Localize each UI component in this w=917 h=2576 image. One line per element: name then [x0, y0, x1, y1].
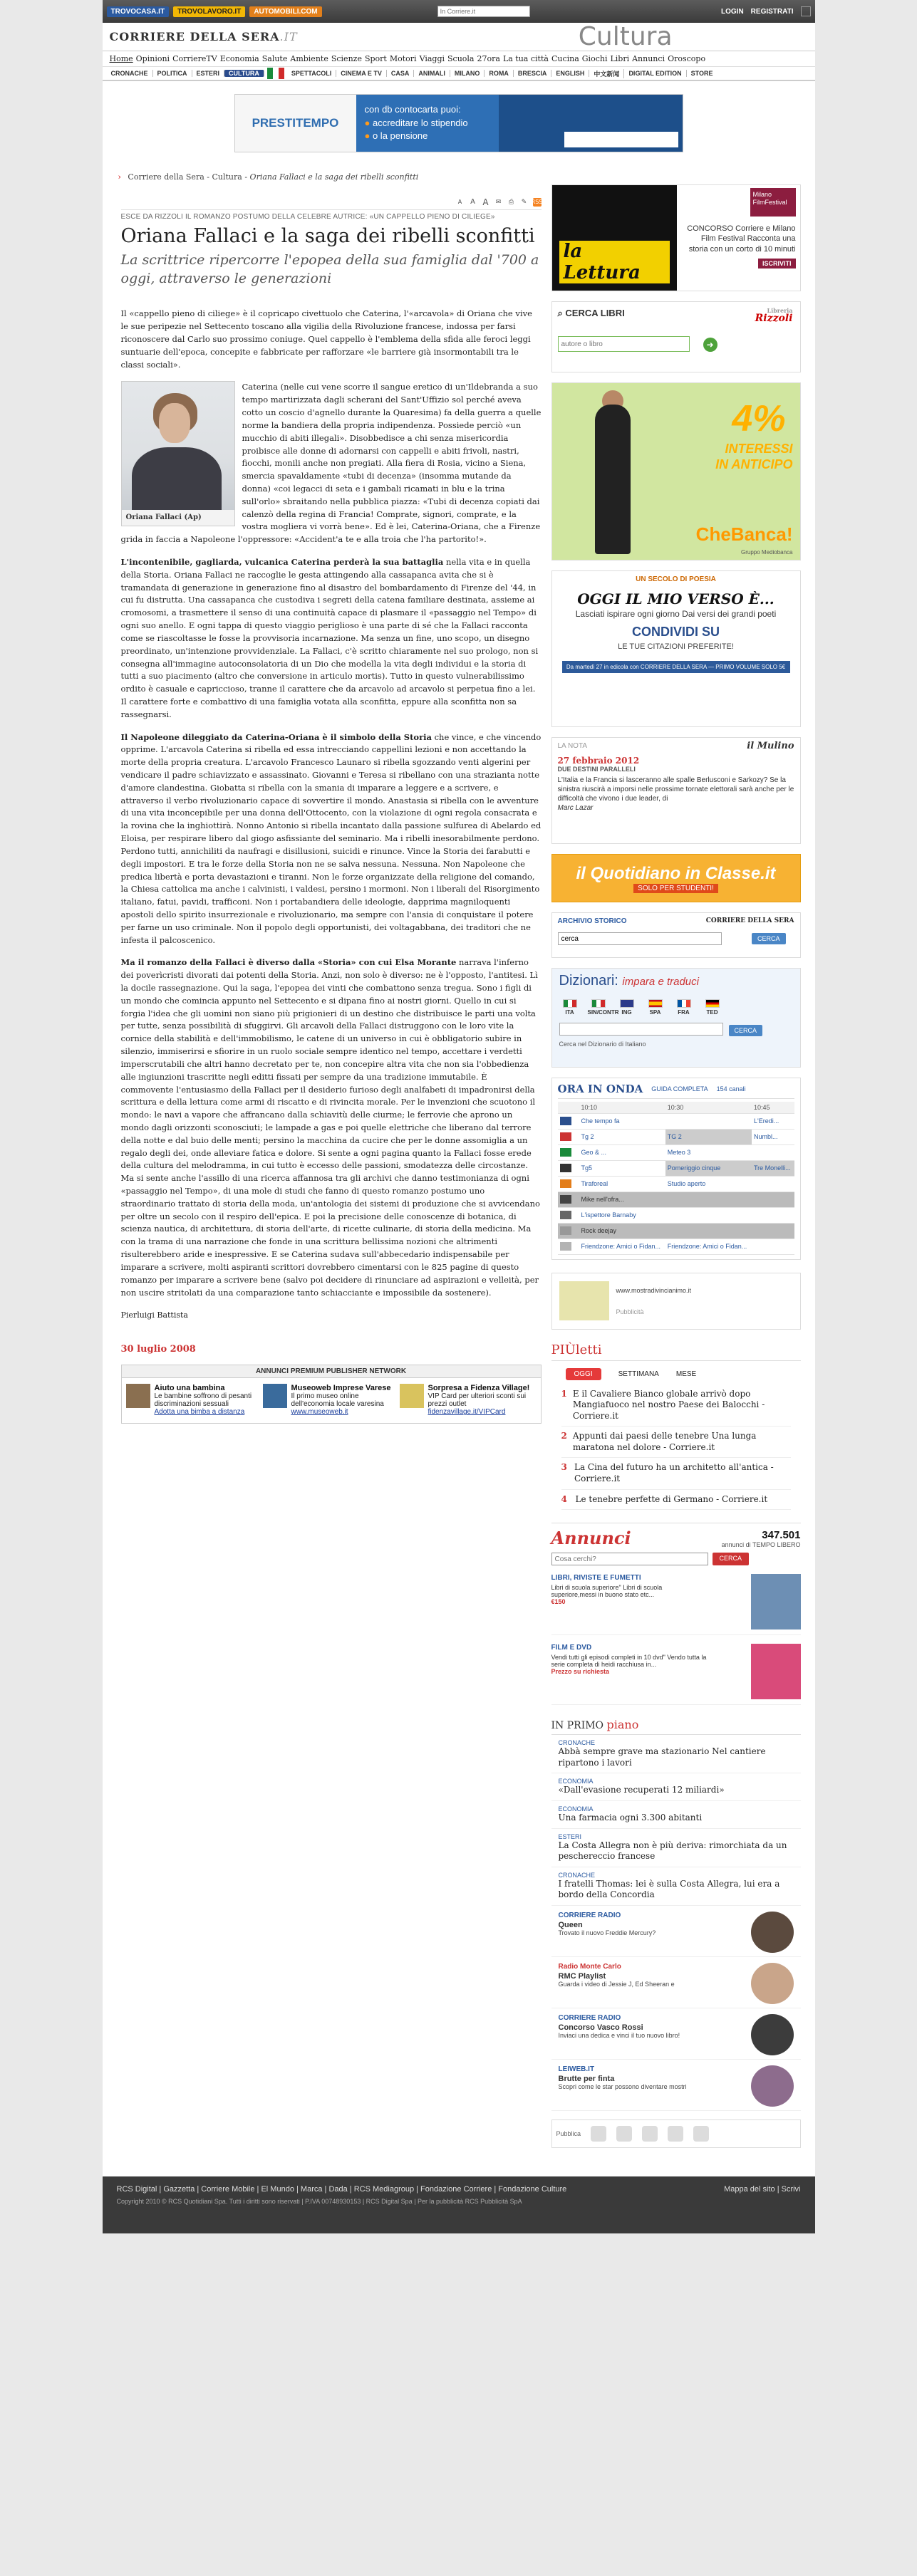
lang-option[interactable]: SIN/CONTR: [588, 999, 609, 1016]
la-nota-box: [551, 737, 801, 844]
page: [103, 0, 815, 2233]
canale5-logo-icon: [560, 1164, 571, 1172]
nav-item[interactable]: Oroscopo: [668, 54, 706, 63]
table-row[interactable]: Rock deejay: [558, 1223, 794, 1239]
tab-oggi[interactable]: OGGI: [566, 1368, 601, 1380]
la-lettura-logo: la Lettura: [559, 241, 670, 283]
premium-ads-box: [121, 1365, 542, 1424]
most-read-box: [551, 1342, 801, 1511]
article-subtitle: La scrittrice ripercorre l'epopea della sua famiglia dal '700 a oggi, attraverso le generazioni: [120, 252, 539, 286]
dictionary-search-input[interactable]: [559, 1023, 723, 1036]
ad-figure: [595, 405, 631, 554]
rete4-logo-icon: [560, 1195, 571, 1204]
article-title: Oriana Fallaci e la saga dei ribelli sconfitti: [120, 225, 535, 247]
book-search-input[interactable]: [558, 336, 690, 352]
login-link[interactable]: LOGIN: [721, 7, 744, 16]
archivio-search-input[interactable]: [558, 932, 722, 945]
ppn-ad[interactable]: Sorpresa a Fidenza Village! VIP Card per ulteriori sconti sui prezzi outlet fidenzavillage.it/VIPCard: [400, 1384, 537, 1416]
nav-section[interactable]: DIGITAL EDITION: [624, 70, 686, 77]
annunci-box: [551, 1523, 801, 1705]
italia1-logo-icon: [560, 1179, 571, 1188]
trovocasa-link[interactable]: TROVOCASA.IT: [107, 6, 170, 17]
chebanca-logo: CheBanca!: [695, 523, 793, 545]
photo-caption: Oriana Fallaci (Ap): [125, 513, 202, 522]
cerca-libri-box: [551, 301, 801, 372]
archivio-title: ARCHIVIO STORICO: [557, 917, 627, 925]
rai2-logo-icon: [560, 1132, 571, 1141]
promo-item[interactable]: Radio Monte Carlo RMC Playlist Guarda i video di Jessie J, Ed Sheeran e: [551, 1957, 801, 2008]
news-item[interactable]: ECONOMIA «Dall'evasione recuperati 12 miliardi»: [551, 1773, 801, 1801]
annunci-logo[interactable]: Annunci: [551, 1528, 631, 1549]
nav-section[interactable]: ENGLISH: [551, 70, 589, 77]
search-icon: ⌕: [557, 308, 566, 318]
text-large-icon[interactable]: A: [482, 197, 489, 207]
nota-text: L'Italia e la Francia si lasceranno alle spalle Berlusconi e Sarkozy? Se la sinistra riuscirà a imporsi nelle prossime tornate elettorali sarà anche per le difficoltà che vivono i due leader, di: [557, 776, 794, 803]
news-item[interactable]: ESTERI La Costa Allegra non è più deriva: rimorchiata da un peschereccio francese: [551, 1829, 801, 1867]
sidebar: [551, 186, 801, 2148]
ppn-ad[interactable]: Aiuto una bambina Le bambine soffrono di pesanti discriminazioni sessuali Adotta una bimba a distanza: [126, 1384, 263, 1416]
poesia-subtitle: Lasciati ispirare ogni giorno Dai versi dei grandi poeti: [575, 609, 777, 619]
site-logo[interactable]: CORRIERE DELLA SERA.IT: [109, 30, 298, 43]
ppn-header: ANNUNCI PREMIUM PUBLISHER NETWORK: [122, 1365, 541, 1378]
nav-item[interactable]: Motori: [389, 54, 417, 63]
automobili-link[interactable]: AUTOMOBILI.COM: [249, 6, 321, 17]
print-icon[interactable]: ⎙: [508, 198, 514, 206]
prestitempo-banner[interactable]: [234, 94, 683, 152]
nav-section[interactable]: CRONACHE: [107, 70, 153, 77]
archivio-brand: CORRIERE DELLA SERA: [705, 917, 794, 924]
mostra-url: www.mostradivincianimo.it: [616, 1286, 692, 1294]
nav-section[interactable]: MILANO: [450, 70, 485, 77]
promo-item[interactable]: CORRIERE RADIO Queen Trovato il nuovo Freddie Mercury?: [551, 1906, 801, 1957]
book-search-button[interactable]: ➜: [703, 338, 717, 352]
poesia-cta: LE TUE CITAZIONI PREFERITE!: [618, 642, 734, 652]
annuncio-item[interactable]: LIBRI, RIVISTE E FUMETTI Libri di scuola superiore" Libri di scuola superiore,messi in buono stato etc... €150: [551, 1574, 801, 1635]
nav-item[interactable]: Salute: [261, 54, 288, 63]
ad-thumbnail: [400, 1384, 424, 1408]
nav-item[interactable]: Ambiente: [290, 54, 328, 63]
nav-section[interactable]: POLITICA: [153, 70, 192, 77]
article-date: 30 luglio 2008: [120, 1344, 196, 1355]
qclasse-title: il Quotidiano in Classe.it: [576, 863, 776, 883]
paragraph: Caterina (nelle cui vene scorre il sangue eretico di un'Ildebranda a suo tempo martirizzata dagli scherani del Sant'Uffizio sol perché aveva cotto un coscio d'agnello durante la Quaresima) fa della guerra a quelle norme la bandiera della propria indipendenza. Possiede perciò «un mucchio di abiti illegali». Disobbedisce a chi senza misericordia proibisce alle donne di adornarsi con cappelli e abiti frivoli, nastri, fiocchi, monili anche non pregiati. Alla fiera di Rosia, vicino a Siena, smercia spavaldamente «tubi di decenza» (insomma mutande da donna) «coi legacci di seta e i gambali ricamati in blu e la trina sull'orlo» sbraitando nella pubblica piazza: «Tubi di decenza copiati dai calenzò della regina di Francia! Comprate, signori, comprate, e la vostra mogliera vi vorrà bene». Ed è lei, Caterina-Oriana, che a Firenze grida in faccia a Napoleone l'oppressore: «Accident'a te e alla troia che l'ha partorito!».: [120, 382, 542, 545]
annuncio-thumbnail: [751, 1574, 801, 1629]
nav-item[interactable]: Scienze: [331, 54, 362, 63]
share-bar: [551, 2119, 801, 2148]
poesia-share: CONDIVIDI SU: [631, 625, 720, 640]
comment-icon[interactable]: ✎: [521, 198, 527, 206]
dizionari-title: Dizionari: impara e traduci: [559, 973, 699, 989]
secondary-nav: [103, 67, 815, 81]
lang-option[interactable]: SPA: [645, 999, 666, 1016]
lang-option[interactable]: TED: [702, 999, 723, 1016]
nav-item[interactable]: Viaggi: [419, 54, 445, 63]
in-primo-piano-box: [551, 1718, 801, 1906]
share-icon[interactable]: [591, 2126, 606, 2142]
paragraph: Il «cappello pieno di ciliege» è il copricapo civettuolo che Caterina, l'«arcavola» di Oriana che vive le sue peripezie nel Settecento toscano alla vigilia della Rivoluzione francese, indossa per farsi riconoscere dal Carlo suo prossimo coniuge. Quel cappello è l'emblema della sfida alle feroci leggi suntuarie dell'epoca, concepite e fabbricate per rafforzare «le barriere già insormontabili tra le classi sociali».: [120, 308, 532, 370]
dizionari-box: [551, 968, 801, 1068]
list-item[interactable]: 2 Appunti dai paesi delle tenebre Una lunga maratona nel dolore - Corriere.it: [561, 1427, 791, 1458]
tv-guide-logo: ORA IN ONDA: [557, 1083, 643, 1095]
footer-copyright: Copyright 2010 © RCS Quotidiani Spa. Tutti i diritti sono riservati | P.IVA 00748930153 | RCS Digital Spa | Per la pubblicità RCS Pubblicità SpA: [116, 2198, 522, 2205]
list-item[interactable]: 1 E il Cavaliere Bianco globale arrivò dopo Mangiafuoco nel nostro Paese dei Balocchi - Corriere.it: [561, 1385, 791, 1427]
masthead: [103, 23, 815, 51]
nav-item[interactable]: Economia: [219, 54, 259, 63]
nota-date: 27 febbraio 2012: [557, 756, 640, 766]
nav-section[interactable]: ROMA: [485, 70, 514, 77]
promo-list: [551, 1906, 801, 2111]
promo-thumbnail: [751, 1963, 794, 2004]
most-read-title: PIÙletti: [551, 1342, 801, 1361]
table-row[interactable]: Che tempo fa L'Eredi...: [558, 1113, 794, 1129]
tv-guide-table: 10:10 10:30 10:45 Che tempo fa L'Eredi... Tg 2 TG 2 Numbl... Geo & ... Meteo 3 Tg5 Pomeriggio cinque Tre Monelli... Tiraforeal Studio aperto Mike nell'ofra... L'ispettore Barnaby Rock deejay Friendzone: Amici o Fidan... Friendzone: Amici o Fidan...: [558, 1102, 794, 1255]
nota-author: Marc Lazar: [557, 804, 594, 812]
list-item[interactable]: 4 Le tenebre perfette di Germano - Corriere.it: [561, 1490, 791, 1511]
menu-icon[interactable]: [801, 6, 811, 16]
nav-section[interactable]: SPETTACOLI: [287, 70, 336, 77]
article-column: [110, 186, 551, 2148]
promo-thumbnail: [751, 1912, 794, 1953]
channel-logo-icon: [560, 1242, 571, 1251]
share-label: Pubblica: [556, 2130, 581, 2137]
primary-nav: [103, 51, 815, 67]
annuncio-thumbnail: [751, 1644, 801, 1699]
top-bar: [103, 0, 815, 23]
la-lettura-ad[interactable]: [551, 184, 801, 291]
rai1-logo-icon: [560, 1117, 571, 1125]
ppn-ad[interactable]: Museoweb Imprese Varese Il primo museo online dell'economia locale varesina www.museoweb.it: [263, 1384, 400, 1416]
nav-item[interactable]: Libri: [610, 54, 630, 63]
nav-item[interactable]: CorriereTV: [172, 54, 217, 63]
poesia-ad[interactable]: [551, 570, 801, 727]
article-tools: [121, 197, 542, 210]
lang-option[interactable]: ITA: [559, 999, 581, 1016]
breadcrumb-section[interactable]: Cultura: [212, 172, 242, 182]
promo-thumbnail: [751, 2065, 794, 2107]
nav-section[interactable]: ANIMALI: [414, 70, 450, 77]
poesia-tag: UN SECOLO DI POESIA: [636, 575, 716, 583]
article-kicker: ESCE DA RIZZOLI IL ROMANZO POSTUMO DELLA CELEBRE AUTRICE: «UN CAPPELLO PIENO DI CILIEGE»: [120, 213, 495, 221]
iscriviti-button[interactable]: ISCRIVITI: [758, 259, 796, 268]
ad-subtext: Gruppo Mediobanca: [741, 549, 793, 556]
nota-kicker[interactable]: DUE DESTINI PARALLELI: [557, 766, 636, 773]
register-link[interactable]: REGISTRATI: [750, 7, 794, 16]
breadcrumb-arrow-icon: ›: [118, 172, 121, 182]
poesia-headline: OGGI IL MIO VERSO È...: [577, 590, 774, 608]
breadcrumb-current: Oriana Fallaci e la saga dei ribelli sconfitti: [249, 172, 419, 182]
archivio-search-button[interactable]: CERCA: [752, 933, 786, 944]
promo-item[interactable]: CORRIERE RADIO Concorso Vasco Rossi Inviaci una dedica e vinci il tuo nuovo libro!: [551, 2008, 801, 2060]
prestitempo-logo: PRESTITEMPO: [252, 116, 339, 130]
article-body: [121, 308, 542, 1321]
quotidiano-in-classe-ad[interactable]: [551, 854, 801, 902]
nav-item[interactable]: Opinioni: [135, 54, 170, 63]
mtv-logo-icon: [560, 1226, 571, 1235]
nota-label: LA NOTA: [557, 742, 587, 750]
paragraph: Il Napoleone dileggiato da Caterina-Oriana è il simbolo della Storia che vince, e che vincendo opprime. L'arcavola Caterina si ribella ed essa intrecciando cappellini lezioni e non accettando la morte della propria creatura. L'arcavolo Francesco Launaro si ribella sgozzando venti algerini per vendicare il padre schiavizzato e assassinato. Giovanni e Teresa si ribellano con una strazianta notte d'amore clandestina. Giobatta si ribella con la smania di imparare a leggere e a scrivere, e attraverso il verbo rivoluzionario capace di sovvertire il mondo. Anastasia si ribella con le avventure di una vita inconcepibile per una donna dell'Ottocento, con la violazione di ogni regola consacrata e la rovina che la inghiottirà. Nonno Antonio si ribella incantato dalla passione sulfurea di Abelardo ed Eloisa, per respirare libero dal giogo asfissiante del seminario. Ma i ribelli inesorabilmente perdono. Perdono tutti, annichiliti da naufragi e disillusioni, suicidi e rinunce. Vince la Storia dei farabutti e degli impostori. E tra le forze della Storia non ne se salva nessuna. Nessuna. Non Napoleone che predica libertà e porta devastazioni e tiranni. Non le forze organizzate della religione del comando, la Chiesa cattolica ma anche i calvinisti, i valdesi, persino i mormoni. Non i liberali del Risorgimento italiano, fatui, pavidi, trafficoni. Non i portabandiera delle ideologie, dapprima magniloquenti apostoli dello spirito insurrezionale e rivoluzionario, ma sempre con l'ansia di conquistare il potere per farne un uso criminale. Non il popolo degli opportunisti, dei voltagabbana, dei traditori che ne infesta il palcoscenico.: [120, 731, 542, 945]
breadcrumb-home[interactable]: Corriere della Sera: [128, 172, 204, 182]
la7-logo-icon: [560, 1211, 571, 1219]
news-item[interactable]: CRONACHE I fratelli Thomas: lei è sulla Costa Allegra, lui era a bordo della Concordia: [551, 1867, 801, 1906]
footer-links[interactable]: RCS Digital | Gazzetta | Corriere Mobile | El Mundo | Marca | Dada | RCS Mediagroup | Fondazione Corriere | Fondazione Culture: [116, 2185, 567, 2194]
promo-thumbnail: [751, 2014, 794, 2055]
nav-item[interactable]: Sport: [364, 54, 387, 63]
nav-section[interactable]: 中文新闻: [589, 69, 624, 78]
chebanca-ad[interactable]: [551, 382, 801, 560]
nav-item[interactable]: Annunci: [632, 54, 665, 63]
lang-option[interactable]: ING: [616, 999, 638, 1016]
share-icon[interactable]: [642, 2126, 658, 2142]
share-icon[interactable]: [616, 2126, 632, 2142]
share-icon[interactable]: [668, 2126, 683, 2142]
nav-item[interactable]: Home: [109, 54, 133, 63]
tv-guide-count: 154 canali: [716, 1085, 746, 1093]
nav-section-active[interactable]: CULTURA: [224, 70, 264, 77]
site-search-input[interactable]: [437, 6, 530, 17]
article-author: Pierluigi Battista: [120, 1310, 188, 1320]
lang-option[interactable]: FRA: [673, 999, 695, 1016]
nav-item[interactable]: Cucina: [551, 54, 579, 63]
ad-thumbnail: [126, 1384, 150, 1408]
email-icon[interactable]: ✉: [495, 198, 502, 206]
tab-mese[interactable]: MESE: [675, 1370, 697, 1378]
mostra-ad[interactable]: [551, 1273, 801, 1330]
cerca-libri-title: ⌕ CERCA LIBRI: [557, 308, 625, 318]
qclasse-sub: SOLO PER STUDENTI!: [633, 884, 718, 893]
rss-icon[interactable]: RSS: [531, 199, 543, 205]
breadcrumb: › Corriere della Sera - Cultura - Oriana Fallaci e la saga dei ribelli sconfitti: [118, 172, 419, 182]
section-title: Cultura: [578, 22, 673, 51]
dizionari-footer: Cerca nel Dizionario di Italiano: [559, 1040, 646, 1048]
annunci-search-input[interactable]: [551, 1553, 708, 1565]
rizzoli-logo: Libreria Rizzoli: [755, 307, 793, 324]
ad-headline: INTERESSI IN ANTICIPO: [715, 442, 793, 471]
nav-item[interactable]: 27ora: [477, 54, 500, 63]
news-item[interactable]: ECONOMIA Una farmacia ogni 3.300 abitanti: [551, 1801, 801, 1829]
ad-percent: 4%: [732, 398, 786, 439]
tv-guide-link[interactable]: GUIDA COMPLETA: [651, 1085, 708, 1093]
list-item[interactable]: 3 La Cina del futuro ha un architetto all'antica - Corriere.it: [561, 1458, 791, 1489]
share-icon[interactable]: [693, 2126, 709, 2142]
footer: [103, 2176, 815, 2233]
tab-settimana[interactable]: SETTIMANA: [618, 1370, 659, 1378]
news-item[interactable]: CRONACHE Abbà sempre grave ma stazionario Nel cantiere ripartono i lavori: [551, 1735, 801, 1773]
nav-section[interactable]: STORE: [690, 70, 713, 77]
ad-thumbnail: [263, 1384, 287, 1408]
table-row[interactable]: Geo & ... Meteo 3: [558, 1144, 794, 1160]
trovolavoro-link[interactable]: TROVOLAVORO.IT: [173, 6, 245, 17]
footer-right-links[interactable]: Mappa del sito | Scrivi: [724, 2185, 801, 2194]
text-small-icon[interactable]: A: [457, 199, 462, 205]
dictionary-search-button[interactable]: CERCA: [729, 1025, 763, 1036]
ad-label: Pubblicità: [616, 1308, 644, 1315]
annunci-count: 347.501 annunci di TEMPO LIBERO: [721, 1529, 801, 1549]
annunci-search-button[interactable]: CERCA: [713, 1553, 750, 1565]
paragraph: L'incontenibile, gagliarda, vulcanica Caterina perderà la sua battaglia nella vita e in quella della Storia. Oriana Fallaci ne raccoglie le gesta attingendo alla cassapanca avita che si è tramandata di generazione in generazione fino al disastro del bombardamento di Firenze del '44, in cui fu distrutta. Una cassapanca che custodiva i segreti della catena familiare destinata, assieme ai cromosomi, a trasmettere il senso di una continuità capace di plasmare il «passaggio nel Tempo» di ogni suo anello. E ogni tappa di questo viaggio periglioso è una parte di sé che la Fallaci racconta come se riascoltasse le fosse la provvisoria incarnazione. Ma senza un fine, uno scopo, un disegno preordinato, un'intenzione provvidenziale. La Fallaci, c'è scritto chiaramente nel suo prologo, non si consegna all'immagine autoconsolatoria di un Dio che modella la vita degli individui e la storia di tutti a suo piacimento (altro che conversione in articulo mortis). Tutto in questo vulnerabilissimo ordito è casuale e capriccioso, tranne il carattere che da arcavolo ad arcavolo si perpetua fino a lei. Il carattere forte e combattivo di una famiglia votata alla sconfitta, eppure alla sconfitta non sa rassegnarsi.: [120, 557, 539, 719]
il-mulino-logo: il Mulino: [747, 741, 794, 751]
table-row[interactable]: Tg 2 TG 2 Numbl...: [558, 1129, 794, 1144]
archivio-storico-box: [551, 912, 801, 958]
italy-flag-icon: [267, 68, 284, 79]
author-photo[interactable]: [121, 381, 235, 526]
nav-section[interactable]: CASA: [387, 70, 415, 77]
nav-item[interactable]: Scuola: [447, 54, 475, 63]
tv-guide-box: [551, 1078, 801, 1260]
banner-text: con db contocarta puoi: ● accreditare lo stipendio ● o la pensione: [356, 103, 499, 144]
annuncio-item[interactable]: FILM E DVD Vendi tutti gli episodi completi in 10 dvd" Vendo tutta la serie completa di heidi racchiusa in... Prezzo su richiesta: [551, 1644, 801, 1705]
milano-film-festival-logo: Milano FilmFestival: [750, 188, 796, 217]
table-row[interactable]: Tiraforeal Studio aperto: [558, 1176, 794, 1191]
banner-sponsor-logos: [564, 132, 678, 147]
table-row[interactable]: Friendzone: Amici o Fidan... Friendzone: Amici o Fidan...: [558, 1239, 794, 1254]
poesia-footer: Da martedì 27 in edicola con CORRIERE DELLA SERA — PRIMO VOLUME SOLO 5€: [562, 661, 790, 673]
table-row[interactable]: Mike nell'ofra...: [558, 1191, 794, 1207]
nav-item[interactable]: La tua città: [502, 54, 549, 63]
promo-item[interactable]: LEIWEB.IT Brutte per finta Scopri come le star possono diventare mostri: [551, 2060, 801, 2111]
paragraph: Ma il romanzo della Fallaci è diverso dalla «Storia» con cui Elsa Morante narrava l'inferno dei poverìcristi divorati dai potenti della Storia. Anzi, non solo è diverso: ne è l'opposto, l'antitesi. Lì la docile rassegnazione. Qui la saga, l'epopea dei vinti che combattono senza tregua. Sono i figli di un mondo che comincia appunto nel Settecento e si dipana fino ai nostri giorni. Quello in cui si forgia l'idea che gli uomini non siano più prigionieri di un destino che distribuisce le parti una volta per tutte, senza possibilità di sfuggirvi. Gli arcavoli della Fallaci distruggono con le loro vite la cornice della stabilità e dell'immobilismo, le catene di un universo in cui è obbligatorio subire in silenzio, immiserirsi e sfiorire in un ruolo sociale sempre identico nel tempo, accettare i verdetti imperscrutabili che altri hanno decretato per te, non concepire altra vita che non sia l'obbedienza alle ingiunzioni trascritte negli editti fissati per sempre da una tradizione immutabile. È commovente l'entusiasmo della Fallaci per il desiderio furioso degli analfabeti di impadronirsi della scrittura e della lettura come armi di riscatto e di rivincita morale. Per le invenzioni che scuotono il mondo: le navi a vapore che affrancano dalla schiavitù delle ciurme; le ferrovie che aprono un mondo dagli orizzonti sconosciuti; le lampade a gas e poi quelle elettriche che liberano dal terrore della notte e dal buio delle menti; persino la macchina da cucire che per le donne assomiglia a un regalo degli dei, onde alleviare fatica e dolore. Si sente a ogni pagina quanto la Fallaci fosse erede della cultura del melodramma, in cui tutto è eccesso delle passioni, smodatezza delle circostanze. Ma si sente anche l'assillo di una ricerca affannosa tra gli archivi che danno testimonianza di ogni «passaggio nel Tempo», di una mole di studi che fanno di questo romanzo postumo uno straordinario trattato di storia della moda, un'antologia dei sistemi di produzione che si avvicendano per oltre un secolo con il respiro dell'epica. E poi la precisione delle conoscenze di botanica, di scienza nautica, di architettura, di storia dell'arte, di ricette culinarie, di storia della medicina. Ma con la trama di una narrazione che fonde in una scrittura bellissima nozioni che altrimenti risulterebbero aride e inespressive. E se Caterina sudava sull'abbecedario indispensabile per imparare a scrivere, molti aspiranti scrittori dovrebbero cimentarsi con le 825 pagine di questo romanzo per imparare a scrivere bene (salvo poi decidere di rinunciare ad aspirazioni e velleità, per non uscire stritolati da una comparazione tanto schiacciante e impossibile da sostenere).: [120, 957, 540, 1298]
table-row[interactable]: L'ispettore Barnaby: [558, 1207, 794, 1223]
nav-section[interactable]: CINEMA E TV: [336, 70, 387, 77]
nav-section[interactable]: BRESCIA: [514, 70, 552, 77]
language-flags: [559, 999, 793, 1016]
most-read-tabs: [566, 1368, 801, 1380]
lettura-text: CONCORSO Corriere e Milano Film Festival Racconta una storia con un corto di 10 minuti: [687, 224, 796, 254]
table-row[interactable]: Tg5 Pomeriggio cinque Tre Monelli...: [558, 1160, 794, 1176]
nav-section[interactable]: ESTERI: [192, 70, 225, 77]
text-medium-icon[interactable]: A: [470, 198, 475, 206]
in-primo-piano-title: IN PRIMO piano: [551, 1718, 801, 1735]
mostra-thumbnail: [559, 1281, 609, 1320]
rai3-logo-icon: [560, 1148, 571, 1157]
nav-item[interactable]: Giochi: [581, 54, 608, 63]
